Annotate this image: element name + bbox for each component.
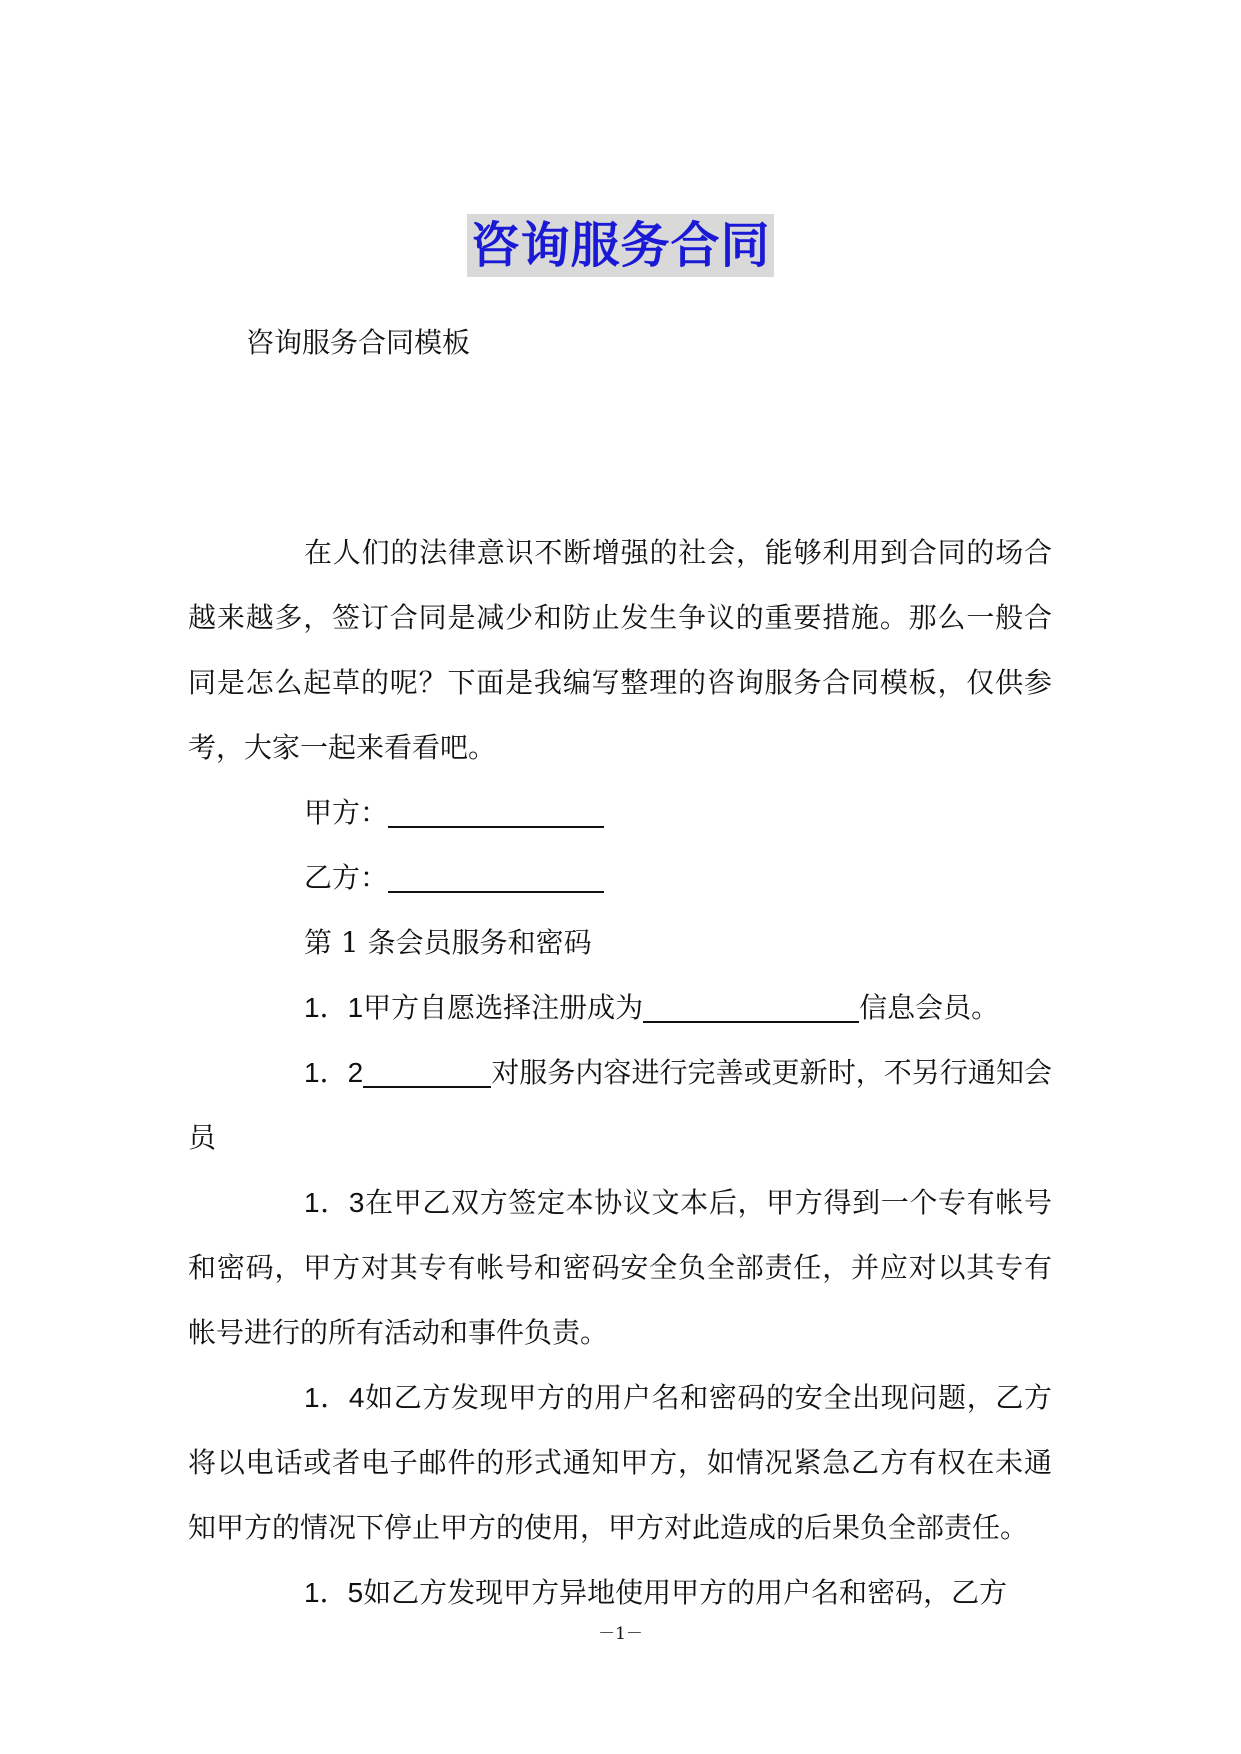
clause-1-2-number: 1．2 <box>304 1057 364 1088</box>
document-title: 咨询服务合同 <box>467 214 773 277</box>
clause-1-2-text: 对服务内容进行完善或更新时，不另行通知会员 <box>188 1056 1052 1154</box>
clause-1-5-number: 1．5 <box>304 1577 364 1608</box>
party-a-line <box>188 780 1052 845</box>
party-a-blank <box>388 796 604 828</box>
clause-1-1-blank <box>643 991 859 1023</box>
clause-1-4-text: 如乙方发现甲方的用户名和密码的安全出现问题，乙方将以电话或者电子邮件的形式通知甲方，如情况紧急乙方有权在未通知甲方的情况下停止甲方的使用，甲方对此造成的后果负全部责任。 <box>188 1381 1052 1544</box>
clause-1-3-number: 1．3 <box>304 1187 365 1218</box>
party-a-label: 甲方： <box>304 796 389 829</box>
clause-1-1-text-before: 甲方自愿选择注册成为 <box>363 991 644 1024</box>
party-b-blank <box>388 861 604 893</box>
page-number: －1－ <box>598 1624 643 1644</box>
intro-paragraph: 在人们的法律意识不断增强的社会，能够利用到合同的场合越来越多，签订合同是减少和防止发生争议的重要措施。那么一般合同是怎么起草的呢？下面是我编写整理的咨询服务合同模板，仅供参考，大家一起来看看吧。 <box>188 536 1052 764</box>
clause-1-4 <box>188 1365 1052 1560</box>
party-b-line <box>188 845 1052 910</box>
clause-1-1-number: 1．1 <box>304 992 364 1023</box>
document-body <box>188 520 1052 1625</box>
party-b-label: 乙方： <box>304 861 389 894</box>
clause-1-4-number: 1．4 <box>304 1382 365 1413</box>
clause-1-5-text: 如乙方发现甲方异地使用甲方的用户名和密码，乙方 <box>363 1576 1008 1609</box>
article-1-heading: 第 1 条会员服务和密码 <box>304 926 592 959</box>
clause-1-3 <box>188 1170 1052 1365</box>
clause-1-1 <box>188 975 1052 1040</box>
clause-1-5 <box>188 1560 1052 1625</box>
clause-1-3-text: 在甲乙双方签定本协议文本后，甲方得到一个专有帐号和密码，甲方对其专有帐号和密码安全负全部责任，并应对以其专有帐号进行的所有活动和事件负责。 <box>188 1186 1052 1349</box>
document-subtitle: 咨询服务合同模板 <box>246 326 471 359</box>
clause-1-2 <box>188 1040 1052 1170</box>
clause-1-2-blank <box>363 1056 491 1088</box>
clause-1-1-text-after: 信息会员。 <box>859 991 1000 1024</box>
title-container <box>0 214 1241 277</box>
